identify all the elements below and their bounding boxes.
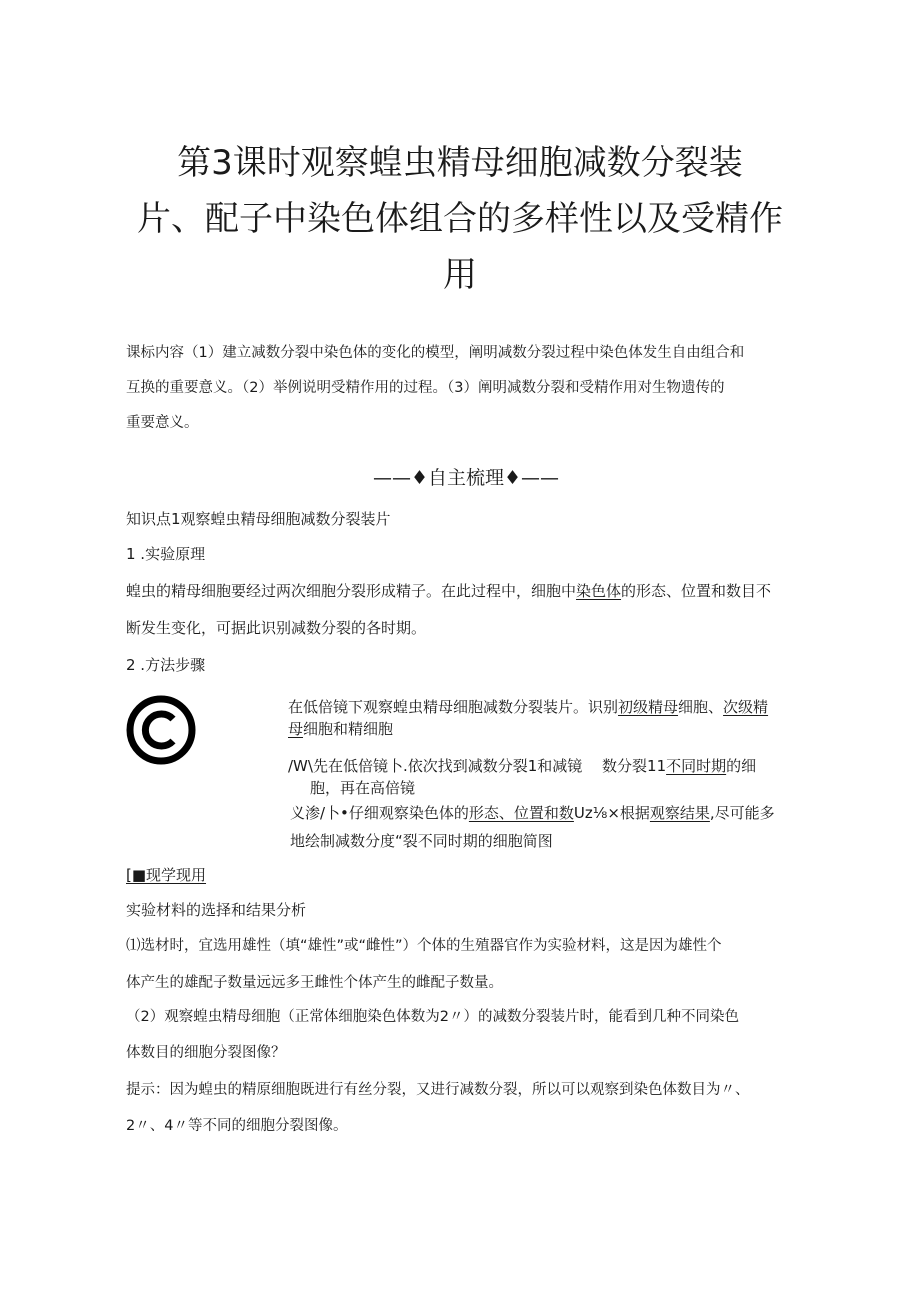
page-title: [120, 135, 800, 303]
step-2-text: 胞，再在高倍镜: [310, 779, 416, 797]
study-label: [■现学现用: [126, 866, 207, 884]
hint-line: 提示：因为蝗虫的精原细胞既进行有丝分裂，又进行减数分裂，所以可以观察到染色体数目为〃、: [126, 1082, 750, 1098]
blank-answer: 次级精: [723, 698, 769, 716]
question-2-line: （2）观察蝗虫精母细胞（正常体细胞染色体数为2〃）的减数分裂装片时，能看到几种不同染色: [126, 1009, 739, 1025]
title-line: 第3课时观察蝗虫精母细胞减数分裂装: [177, 143, 743, 183]
text-fragment: 蝗虫的精母细胞要经过两次细胞分裂形成精子。在此过程中，细胞中: [126, 582, 577, 600]
curriculum-line: 重要意义。: [126, 415, 199, 431]
text-fragment: 的细: [726, 757, 757, 775]
blank-answer: 形态、位置和数: [468, 804, 574, 822]
blank-answer: 初级精母: [618, 698, 679, 716]
step-1-text: [288, 696, 768, 718]
question-1-line: ⑴选材时，宜选用雄性（填“雄性”或“雌性”）个体的生殖器官作为实验材料，这是因为雄性个: [126, 938, 722, 954]
step-3-text: 地绘制减数分度“裂不同时期的细胞简图: [290, 832, 553, 850]
text-fragment: 义渗/卜•仔细观察染色体的: [290, 804, 469, 822]
title-line: 片、配子中染色体组合的多样性以及受精作: [137, 199, 783, 239]
curriculum-line: 课标内容（1）建立减数分裂中染色体的变化的模型，阐明减数分裂过程中染色体发生自由组合和: [126, 345, 745, 361]
study-subhead: 实验材料的选择和结果分析: [126, 901, 307, 919]
text-fragment: Uz⅛×根据: [573, 804, 650, 822]
blank-answer: 观察结果: [649, 804, 710, 822]
blank-answer: 不同时期: [666, 757, 727, 775]
copyright-icon: [125, 694, 197, 766]
text-fragment: 在低倍镜下观察蝗虫精母细胞减数分裂装片。识别: [288, 698, 619, 716]
principle-text: [126, 574, 806, 609]
knowledge-point-heading: 知识点1观察蝗虫精母细胞减数分裂装片: [126, 510, 391, 528]
principle-heading: 1 .实验原理: [126, 545, 206, 563]
text-fragment: ,尽可能多: [709, 804, 775, 822]
blank-answer: 母: [288, 720, 304, 738]
text-fragment: 细胞和精细胞: [303, 720, 394, 738]
curriculum-line: 互换的重要意义。（2）举例说明受精作用的过程。（3）阐明减数分裂和受精作用对生物遗传的: [126, 380, 725, 396]
hint-line: 2〃、4〃等不同的细胞分裂图像。: [126, 1118, 348, 1134]
method-heading: 2 .方法步骤: [126, 656, 206, 674]
text-fragment: /W\先在低倍镜卜.依次找到减数分裂1和减镜 数分裂11: [288, 757, 667, 775]
title-line: 用: [443, 255, 477, 295]
step-1-text: [288, 718, 393, 740]
question-2-line: 体数目的细胞分裂图像？: [126, 1045, 286, 1061]
step-2-text: [288, 755, 756, 777]
principle-text: 断发生变化，可据此识别减数分裂的各时期。: [126, 619, 427, 637]
text-fragment: 的形态、位置和数目不: [621, 582, 772, 600]
section-heading: ——♦自主梳理♦——: [372, 467, 560, 489]
step-3-text: [290, 802, 775, 824]
question-1-line: 体产生的雄配子数量远远多王雌性个体产生的雌配子数量。: [126, 975, 503, 991]
text-fragment: 细胞、: [678, 698, 724, 716]
blank-answer: 染色体: [576, 582, 622, 600]
